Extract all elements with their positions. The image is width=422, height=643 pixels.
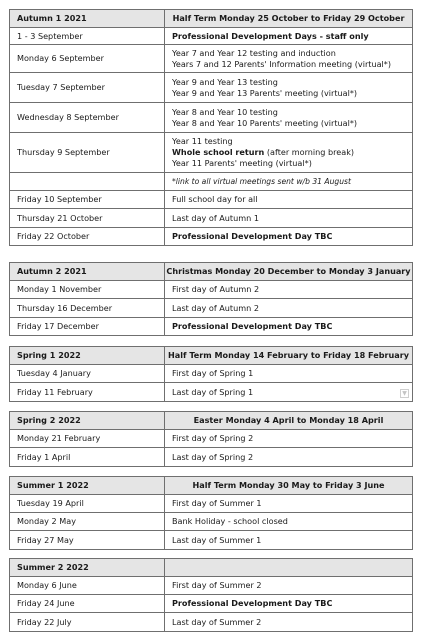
row-event: First day of Spring 2 (165, 430, 413, 448)
row-date: Monday 21 February (10, 430, 165, 448)
term-holiday (165, 559, 413, 577)
row-event: Last day of Autumn 1 (165, 209, 413, 228)
row-date: Wednesday 8 September (10, 103, 165, 133)
row-footnote: *link to all virtual meetings sent w/b 31 August (165, 173, 413, 191)
table-row (10, 513, 413, 531)
table-row (10, 448, 413, 467)
row-date: Monday 1 November (10, 281, 165, 299)
table-row (10, 28, 413, 45)
row-event (165, 73, 413, 103)
table-row (10, 228, 413, 246)
row-event-text: Last day of Spring 1 (172, 386, 254, 397)
table-row (10, 430, 413, 448)
term-header (10, 559, 413, 577)
row-date: 1 - 3 September (10, 28, 165, 45)
row-date: Friday 22 October (10, 228, 165, 246)
row-event-line: Year 9 and Year 13 Parents' meeting (virtual*) (172, 87, 358, 98)
row-event-line: Year 8 and Year 10 Parents' meeting (virtual*) (172, 117, 358, 128)
term-table-autumn-1 (9, 9, 413, 246)
term-header (10, 10, 413, 28)
term-table-spring-1 (9, 346, 413, 402)
row-event: Bank Holiday - school closed (165, 513, 413, 531)
row-date: Thursday 9 September (10, 133, 165, 173)
table-row (10, 365, 413, 383)
term-name: Summer 1 2022 (10, 477, 165, 495)
row-event (165, 45, 413, 73)
term-holiday: Easter Monday 4 April to Monday 18 April (165, 412, 413, 430)
row-date: Tuesday 4 January (10, 365, 165, 383)
row-date: Friday 1 April (10, 448, 165, 467)
term-header (10, 412, 413, 430)
row-event: First day of Autumn 2 (165, 281, 413, 299)
row-event-line: Year 9 and Year 13 testing (172, 76, 278, 87)
term-holiday: Christmas Monday 20 December to Monday 3 January (165, 263, 413, 281)
term-holiday: Half Term Monday 30 May to Friday 3 June (165, 477, 413, 495)
row-event-suffix: (after morning break) (264, 147, 355, 157)
row-event: Professional Development Day TBC (165, 595, 413, 613)
term-header (10, 263, 413, 281)
table-row (10, 495, 413, 513)
row-event-line: Years 7 and 12 Parents' Information meeting (virtual*) (172, 58, 392, 69)
row-event-line: Year 11 testing (172, 136, 233, 146)
table-row (10, 45, 413, 73)
term-holiday: Half Term Monday 14 February to Friday 18 February (165, 347, 413, 365)
row-date: Friday 10 September (10, 191, 165, 209)
row-event: First day of Summer 1 (165, 495, 413, 513)
row-date: Friday 24 June (10, 595, 165, 613)
row-event: Professional Development Day TBC (165, 228, 413, 246)
term-name: Summer 2 2022 (10, 559, 165, 577)
row-event-line: Year 7 and Year 12 testing and induction (172, 47, 336, 58)
term-table-summer-2 (9, 558, 413, 632)
row-event (165, 133, 413, 173)
row-event: First day of Spring 1 (165, 365, 413, 383)
row-date: Friday 11 February (10, 383, 165, 402)
row-date: Tuesday 7 September (10, 73, 165, 103)
term-name: Autumn 1 2021 (10, 10, 165, 28)
term-table-spring-2 (9, 411, 413, 467)
row-event: Full school day for all (165, 191, 413, 209)
table-row (10, 383, 413, 402)
row-date: Monday 6 June (10, 577, 165, 595)
table-row (10, 73, 413, 103)
table-row (10, 209, 413, 228)
term-table-autumn-2 (9, 262, 413, 336)
row-event (165, 103, 413, 133)
row-event: Professional Development Day TBC (165, 318, 413, 336)
table-row (10, 613, 413, 632)
row-event-line (172, 147, 412, 158)
term-header (10, 347, 413, 365)
row-event: Last day of Summer 2 (165, 613, 413, 632)
row-date: Monday 6 September (10, 45, 165, 73)
table-row (10, 133, 413, 173)
row-date: Friday 17 December (10, 318, 165, 336)
table-row (10, 299, 413, 318)
row-event (165, 383, 413, 402)
row-event-line: Year 11 Parents' meeting (virtual*) (172, 158, 312, 168)
row-date: Friday 22 July (10, 613, 165, 632)
table-row (10, 191, 413, 209)
row-date: Thursday 21 October (10, 209, 165, 228)
table-row (10, 173, 413, 191)
row-event: Last day of Spring 2 (165, 448, 413, 467)
row-date: Tuesday 19 April (10, 495, 165, 513)
table-row (10, 103, 413, 133)
term-holiday: Half Term Monday 25 October to Friday 29 October (165, 10, 413, 28)
row-event: Last day of Autumn 2 (165, 299, 413, 318)
dropdown-arrow-icon[interactable]: ▼ (400, 389, 409, 398)
row-event-emphasis: Whole school return (172, 147, 265, 157)
term-name: Spring 1 2022 (10, 347, 165, 365)
row-date (10, 173, 165, 191)
row-date: Monday 2 May (10, 513, 165, 531)
term-name: Autumn 2 2021 (10, 263, 165, 281)
table-row (10, 318, 413, 336)
table-row (10, 281, 413, 299)
table-row (10, 577, 413, 595)
table-row (10, 531, 413, 550)
row-event-line: Year 8 and Year 10 testing (172, 106, 278, 117)
row-date: Thursday 16 December (10, 299, 165, 318)
row-event: Professional Development Days - staff only (165, 28, 413, 45)
term-name: Spring 2 2022 (10, 412, 165, 430)
row-event: First day of Summer 2 (165, 577, 413, 595)
row-event: Last day of Summer 1 (165, 531, 413, 550)
term-header (10, 477, 413, 495)
row-date: Friday 27 May (10, 531, 165, 550)
table-row (10, 595, 413, 613)
term-table-summer-1 (9, 476, 413, 550)
